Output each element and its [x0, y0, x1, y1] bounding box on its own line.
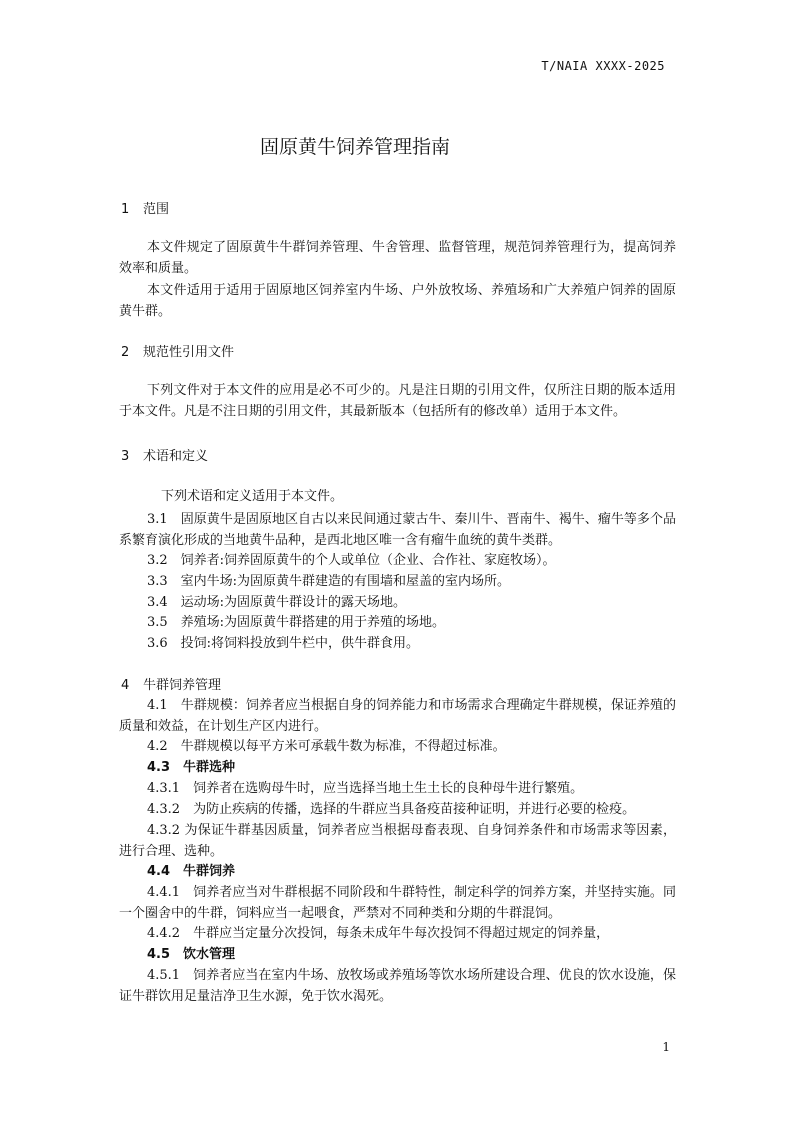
clause: 4.4.2 牛群应当定量分次投饲，每条未成年牛每次投饲不得超过规定的饲养量， — [147, 926, 610, 941]
page-number: 1 — [662, 1040, 670, 1054]
paragraph: 本文件适用于适用于固原地区饲养室内牛场、户外放牧场、养殖场和广大养殖户饲养的固原黄牛群。 — [119, 283, 676, 319]
section-heading-herd-management — [121, 676, 221, 696]
section-title: 牛群饲养管理 — [143, 678, 222, 693]
subsection-heading-breeding-selection: 4.3 牛群选种 — [147, 760, 236, 775]
term-definition: 3.5 养殖场:为固原黄牛群搭建的用于养殖的场地。 — [147, 615, 446, 630]
clause: 4.1 牛群规模：饲养者应当根据自身的饲养能力和市场需求合理确定牛群规模，保证养殖的质量和效益，在计划生产区内进行。 — [119, 698, 676, 734]
section-heading-scope — [121, 200, 169, 220]
section-number: 4 — [121, 678, 130, 693]
term-definition: 3.6 投饲:将饲料投放到牛栏中，供牛群食用。 — [147, 636, 420, 651]
term-definition: 3.2 饲养者:饲养固原黄牛的个人或单位（企业、合作社、家庭牧场）。 — [147, 553, 556, 568]
section-title: 范围 — [143, 202, 170, 217]
section-number: 2 — [121, 345, 130, 360]
section-title: 规范性引用文件 — [143, 345, 235, 360]
document-title: 固原黄牛饲养管理指南 — [259, 136, 450, 158]
subsection-heading-water-management: 4.5 饮水管理 — [147, 947, 236, 962]
paragraph: 下列术语和定义适用于本文件。 — [161, 489, 344, 504]
clause: 4.3.2 为防止疾病的传播，选择的牛群应当具备疫苗接种证明，并进行必要的检疫。 — [147, 802, 636, 817]
section-heading-normative-references — [121, 343, 234, 363]
section-heading-terms — [121, 447, 208, 467]
paragraph: 本文件规定了固原黄牛牛群饲养管理、牛舍管理、监督管理，规范饲养管理行为，提高饲养效率和质量。 — [119, 240, 676, 276]
clause: 4.5.1 饲养者应当在室内牛场、放牧场或养殖场等饮水场所建设合理、优良的饮水设施，保证牛群饮用足量洁净卫生水源，免于饮水渴死。 — [119, 968, 676, 1004]
document-code: T/NAIA XXXX-2025 — [541, 59, 665, 73]
term-definition: 3.4 运动场:为固原黄牛群设计的露天场地。 — [147, 595, 407, 610]
subsection-heading-herd-feeding: 4.4 牛群饲养 — [147, 864, 236, 879]
section-number: 1 — [121, 202, 130, 217]
clause: 4.3.2 为保证牛群基因质量，饲养者应当根据母畜表现、自身饲养条件和市场需求等因素，进行合理、选种。 — [119, 823, 676, 859]
term-definition: 3.1 固原黄牛是固原地区自古以来民间通过蒙古牛、秦川牛、晋南牛、褐牛、瘤牛等多个品系繁育演化形成的当地黄牛品种，是西北地区唯一含有瘤牛血统的黄牛类群。 — [119, 512, 676, 548]
section-title: 术语和定义 — [143, 449, 209, 464]
paragraph: 下列文件对于本文件的应用是必不可少的。凡是注日期的引用文件，仅所注日期的版本适用于本文件。凡是不注日期的引用文件，其最新版本（包括所有的修改单）适用于本文件。 — [119, 383, 676, 419]
term-definition: 3.3 室内牛场:为固原黄牛群建造的有围墙和屋盖的室内场所。 — [147, 574, 511, 589]
section-number: 3 — [121, 449, 130, 464]
clause: 4.3.1 饲养者在选购母牛时，应当选择当地土生土长的良种母牛进行繁殖。 — [147, 781, 584, 796]
clause: 4.4.1 饲养者应当对牛群根据不同阶段和牛群特性，制定科学的饲养方案，并坚持实施。同一个圈舍中的牛群，饲料应当一起喂食，严禁对不同种类和分期的牛群混饲。 — [119, 885, 676, 921]
clause: 4.2 牛群规模以每平方米可承载牛数为标准，不得超过标准。 — [147, 739, 506, 754]
